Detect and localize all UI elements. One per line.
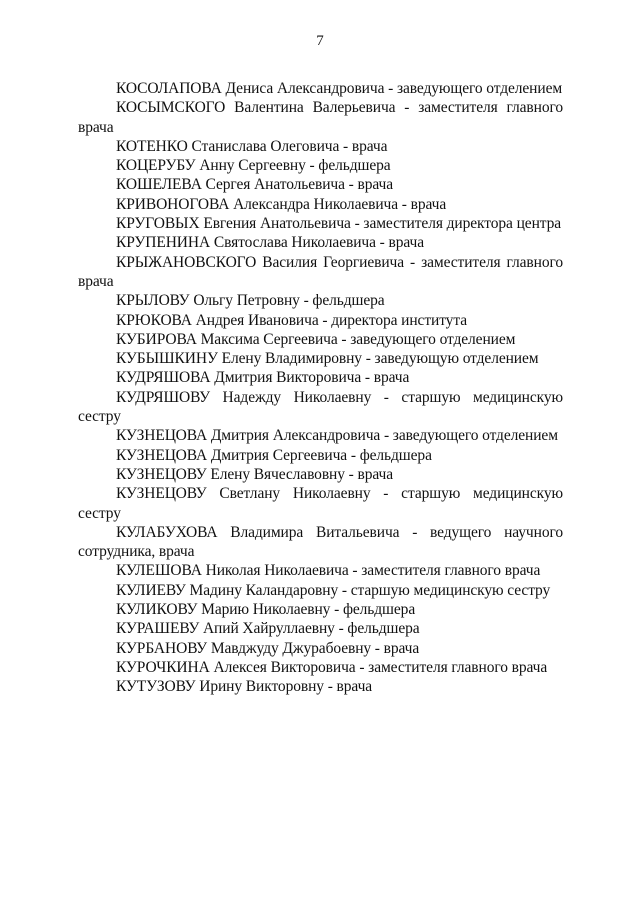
list-item: КОТЕНКО Станислава Олеговича - врача bbox=[116, 137, 388, 155]
list-item: КОЦЕРУБУ Анну Сергеевну - фельдшера bbox=[116, 157, 391, 175]
list-item: КРУГОВЫХ Евгения Анатольевича - заместителя директора центра bbox=[116, 215, 562, 233]
list-item: КУРОЧКИНА Алексея Викторовича - заместителя главного врача bbox=[116, 658, 548, 676]
list-item: КУЗНЕЦОВУ Елену Вячеславовну - врача bbox=[116, 465, 394, 483]
list-item: КУДРЯШОВА Дмитрия Викторовича - врача bbox=[116, 369, 410, 387]
list-item: КУРАШЕВУ Апий Хайруллаевну - фельдшера bbox=[116, 620, 420, 638]
list-item: КУЗНЕЦОВА Дмитрия Александровича - заведующего отделением bbox=[116, 427, 558, 445]
list-item: КРЮКОВА Андрея Ивановича - директора института bbox=[116, 311, 467, 329]
list-item: КУЛИКОВУ Марию Николаевну - фельдшера bbox=[116, 601, 416, 619]
list-item: КОСОЛАПОВА Дениса Александровича - заведующего отделением bbox=[116, 80, 563, 97]
list-item: КУЛЕШОВА Николая Николаевича - заместителя главного врача bbox=[116, 562, 541, 580]
list-item: КУЛАБУХОВА Владимира Витальевича - ведущего научного сотрудника, врача bbox=[78, 523, 563, 561]
list-item: КРУПЕНИНА Святослава Николаевича - врача bbox=[116, 234, 424, 252]
entry-list bbox=[78, 79, 563, 697]
list-item: КУБИРОВА Максима Сергеевича - заведующего отделением bbox=[116, 330, 516, 348]
list-item: КРЫЛОВУ Ольгу Петровну - фельдшера bbox=[116, 292, 385, 310]
list-item: КОШЕЛЕВА Сергея Анатольевича - врача bbox=[116, 176, 394, 194]
list-item: КУЛИЕВУ Мадину Каландаровну - старшую медицинскую сестру bbox=[116, 581, 551, 599]
list-item: КУТУЗОВУ Ирину Викторовну - врача bbox=[116, 678, 373, 696]
list-item: КУЗНЕЦОВУ Светлану Николаевну - старшую медицинскую сестру bbox=[78, 485, 563, 522]
list-item: КУРБАНОВУ Мавджуду Джурабоевну - врача bbox=[116, 639, 420, 657]
list-item: КУЗНЕЦОВА Дмитрия Сергеевича - фельдшера bbox=[116, 446, 432, 464]
list-item: КУБЫШКИНУ Елену Владимировну - заведующую отделением bbox=[116, 350, 539, 368]
list-item: КОСЫМСКОГО Валентина Валерьевича - заместителя главного врача bbox=[78, 99, 563, 136]
list-item: КРИВОНОГОВА Александра Николаевича - врача bbox=[116, 195, 447, 213]
list-item: КРЫЖАНОВСКОГО Василия Георгиевича - заместителя главного врача bbox=[78, 253, 563, 290]
list-item: КУДРЯШОВУ Надежду Николаевну - старшую медицинскую сестру bbox=[78, 388, 563, 426]
page-number: 7 bbox=[316, 33, 324, 49]
